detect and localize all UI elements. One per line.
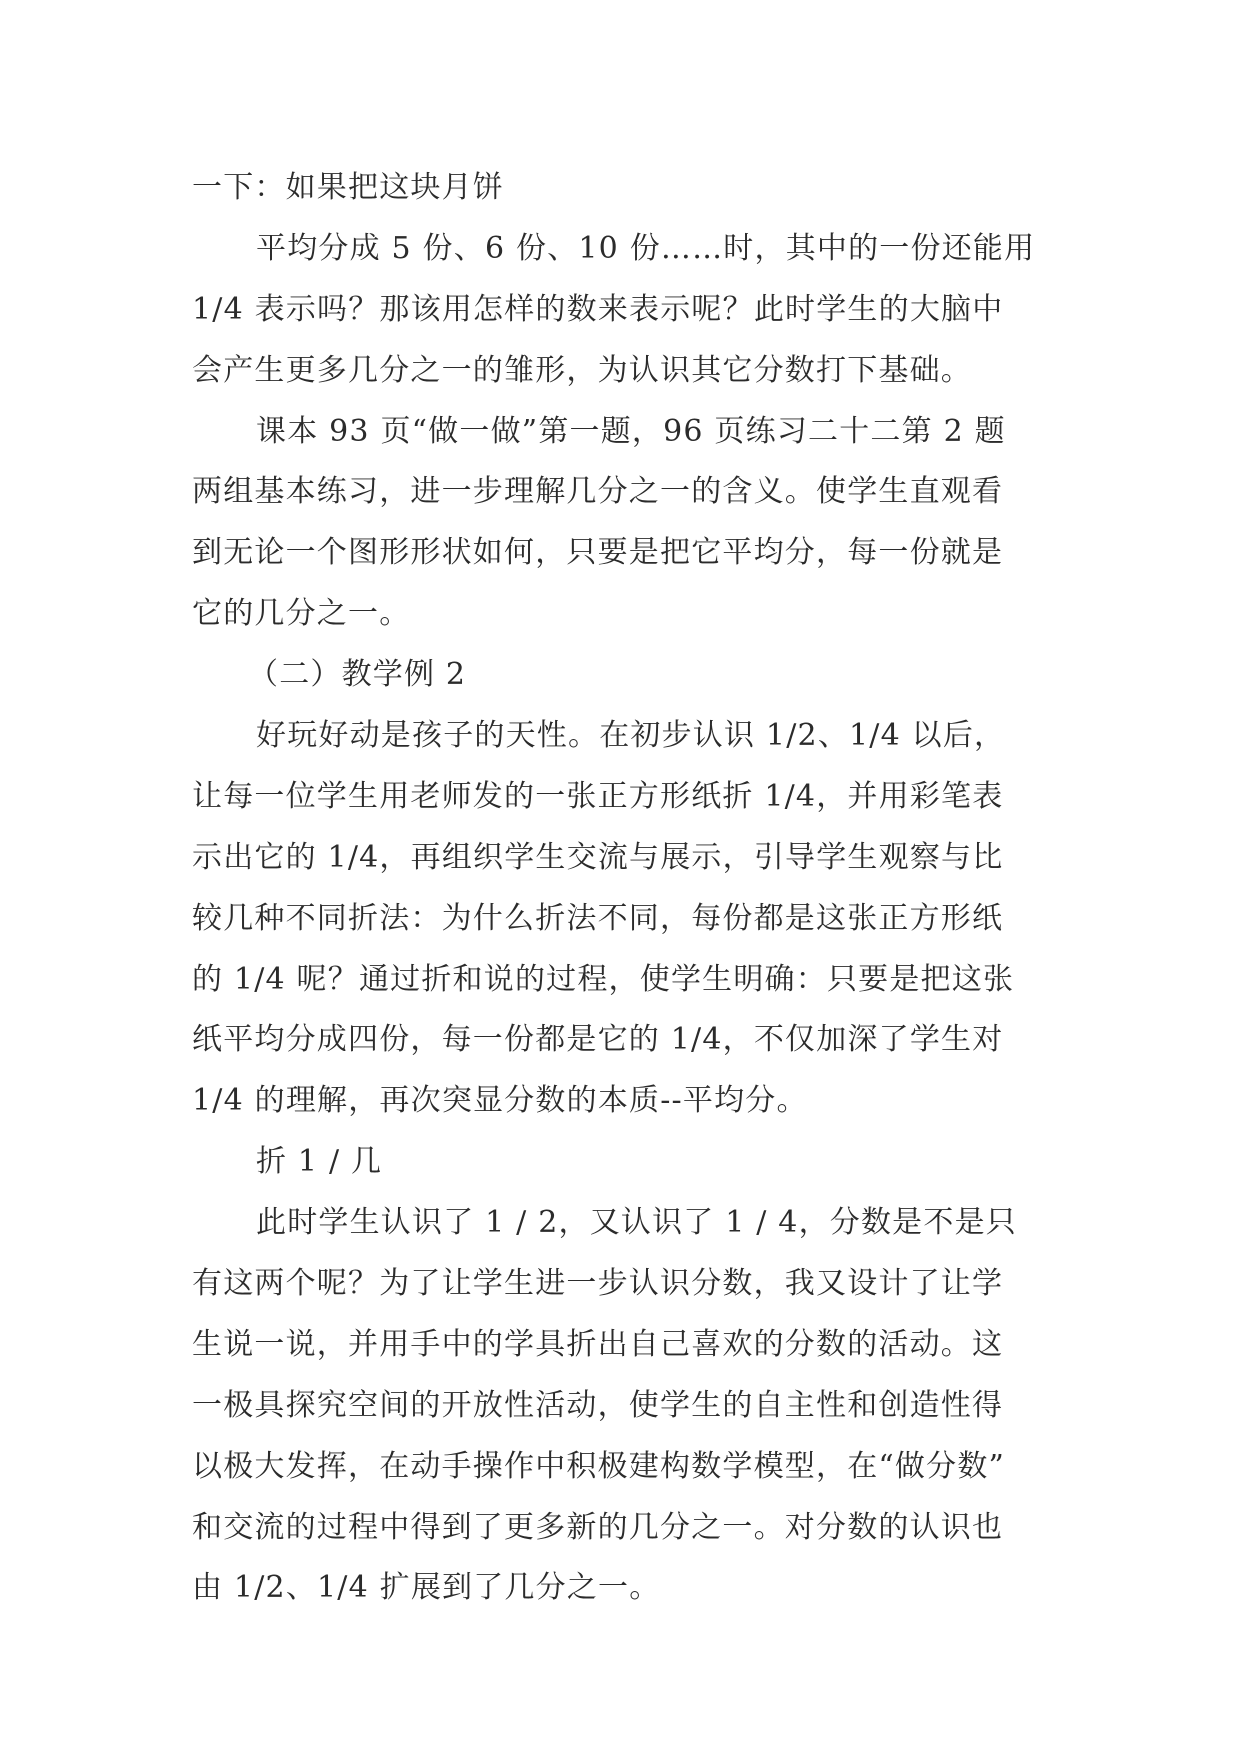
text-line: 会产生更多几分之一的雏形，为认识其它分数打下基础。 — [192, 352, 972, 388]
text-line: 1/4 表示吗？那该用怎样的数来表示呢？此时学生的大脑中 — [192, 291, 1004, 327]
text-line: 两组基本练习，进一步理解几分之一的含义。使学生直观看 — [192, 474, 1004, 510]
text-line: 一极具探究空间的开放性活动，使学生的自主性和创造性得 — [192, 1387, 1004, 1423]
text-line: 较几种不同折法：为什么折法不同，每份都是这张正方形纸 — [192, 900, 1004, 936]
text-line: 一下：如果把这块月饼 — [192, 170, 504, 205]
text-line: 平均分成 5 份、6 份、10 份……时，其中的一份还能用 — [256, 230, 1036, 266]
text-line: 由 1/2、1/4 扩展到了几分之一。 — [192, 1570, 661, 1606]
text-line: 它的几分之一。 — [192, 596, 411, 632]
text-line: 此时学生认识了 1 / 2，又认识了 1 / 4，分数是不是只 — [256, 1205, 1017, 1241]
section-heading: （二）教学例 2 — [248, 657, 467, 693]
text-line: 以极大发挥，在动手操作中积极建构数学模型，在“做分数” — [192, 1448, 1006, 1484]
text-line: 到无论一个图形形状如何，只要是把它平均分，每一份就是 — [192, 535, 1004, 571]
text-line: 和交流的过程中得到了更多新的几分之一。对分数的认识也 — [192, 1509, 1004, 1545]
text-line: 好玩好动是孩子的天性。在初步认识 1/2、1/4 以后， — [256, 718, 1006, 754]
text-line: 让每一位学生用老师发的一张正方形纸折 1/4，并用彩笔表 — [192, 778, 1004, 814]
text-line: 纸平均分成四份，每一份都是它的 1/4，不仅加深了学生对 — [192, 1022, 1004, 1058]
text-line: 示出它的 1/4，再组织学生交流与展示，引导学生观察与比 — [192, 839, 1004, 875]
text-line: 生说一说，并用手中的学具折出自己喜欢的分数的活动。这 — [192, 1326, 1004, 1362]
subheading: 折 1 / 几 — [256, 1144, 383, 1180]
text-line: 有这两个呢？为了让学生进一步认识分数，我又设计了让学 — [192, 1266, 1004, 1302]
text-line: 的 1/4 呢？通过折和说的过程，使学生明确：只要是把这张 — [192, 961, 1015, 997]
body-text — [192, 158, 1056, 1619]
text-line: 1/4 的理解，再次突显分数的本质--平均分。 — [192, 1083, 808, 1119]
text-line: 课本 93 页“做一做”第一题，96 页练习二十二第 2 题 — [256, 413, 1006, 449]
